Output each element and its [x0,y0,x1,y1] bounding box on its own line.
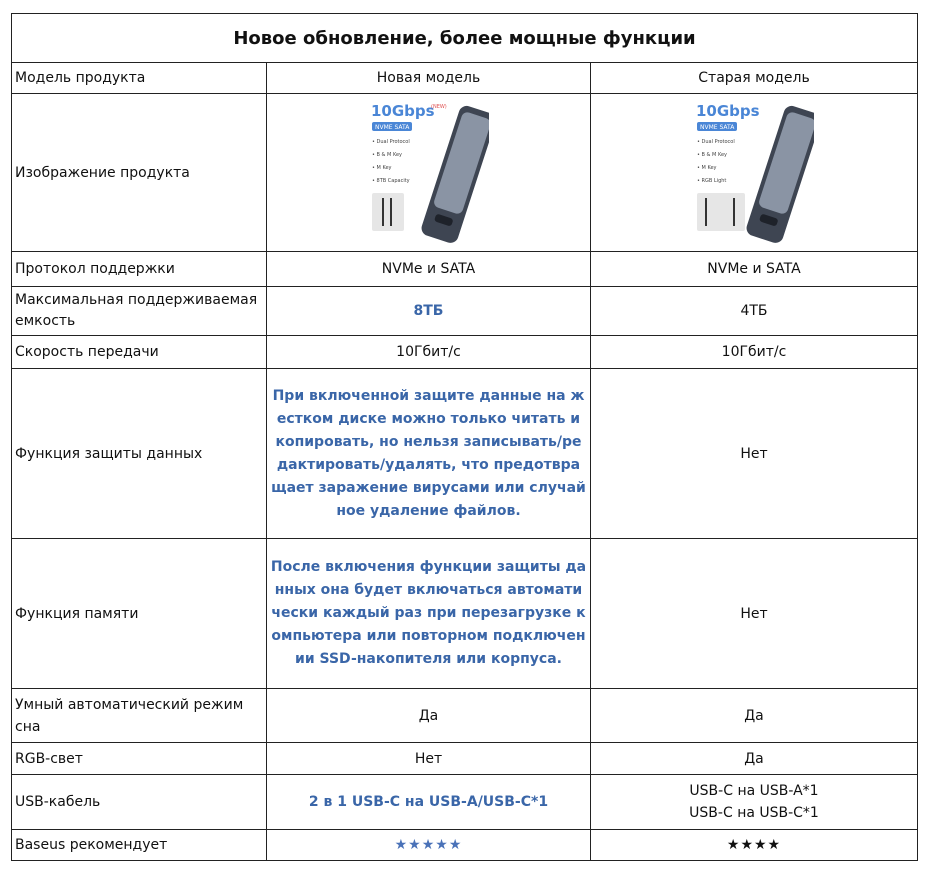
old-speed: 10Гбит/с [591,336,918,369]
old-cable-line-1: USB-C на USB-A*1 [689,783,819,799]
old-capacity: 4ТБ [591,287,918,336]
row-speed [12,336,918,369]
comparison-table [11,13,918,861]
svg-text:• 8TB Capacity: • 8TB Capacity [371,177,410,184]
new-product-picture [369,98,489,248]
row-protocol [12,252,918,287]
old-tag-text: NVME SATA [700,123,735,131]
label-cable: USB-кабель [12,775,267,830]
new-cable: 2 в 1 USB-C на USB-A/USB-C*1 [267,775,591,830]
label-capacity: Максимальная поддерживаемая емкость [12,287,267,336]
label-sleep: Умный автоматический режим сна [12,689,267,743]
new-badge-text: (NEW) [430,103,447,110]
old-memory: Нет [591,539,918,689]
table-title: Новое обновление, более мощные функции [12,14,918,63]
label-protection: Функция защиты данных [12,369,267,539]
new-protection: При включенной защите данные на жестком диске можно только читать и копировать, но нельзя записывать/редактировать/удалять, что предотвращает заражение вирусами или случайное удаление файлов. [267,369,591,539]
old-speed-text: 10Gbps [696,101,760,120]
row-memory [12,539,918,689]
new-speed-text: 10Gbps [370,101,435,120]
row-cable [12,775,918,830]
new-protocol: NVMe и SATA [267,252,591,287]
row-recommend [12,830,918,861]
new-rgb: Нет [267,743,591,775]
label-rgb: RGB-свет [12,743,267,775]
old-protocol: NVMe и SATA [591,252,918,287]
label-speed: Скорость передачи [12,336,267,369]
label-image: Изображение продукта [12,94,267,252]
old-sleep: Да [591,689,918,743]
row-image [12,94,918,252]
label-memory: Функция памяти [12,539,267,689]
row-sleep [12,689,918,743]
svg-text:• B & M Key: • B & M Key [697,151,728,158]
old-cable [591,775,918,830]
label-protocol: Протокол поддержки [12,252,267,287]
row-capacity [12,287,918,336]
new-product-image [267,94,591,252]
old-rgb: Да [591,743,918,775]
svg-text:• M Key: • M Key [697,164,717,171]
new-rating-stars: ★★★★★ [267,830,591,861]
old-protection: Нет [591,369,918,539]
label-recommend: Baseus рекомендует [12,830,267,861]
header-label: Модель продукта [12,63,267,94]
svg-text:• RGB Light: • RGB Light [697,177,727,184]
svg-text:• Dual Protocol: • Dual Protocol [371,138,410,145]
svg-text:• Dual Protocol: • Dual Protocol [697,138,735,145]
new-memory: После включения функции защиты данных она будет включаться автоматически каждый раз при перезагрузке компьютера или повторном подключении SSD-накопителя или корпуса. [267,539,591,689]
new-tag-text: NVME SATA [374,123,409,131]
old-rating-stars: ★★★★ [591,830,918,861]
header-new-model: Новая модель [267,63,591,94]
svg-text:• M Key: • M Key [371,164,392,171]
row-protection [12,369,918,539]
new-sleep: Да [267,689,591,743]
table-header-row [12,63,918,94]
new-capacity: 8ТБ [267,287,591,336]
row-rgb [12,743,918,775]
header-old-model: Старая модель [591,63,918,94]
old-cable-line-2: USB-C на USB-C*1 [689,805,819,821]
old-product-picture [694,98,814,248]
new-speed: 10Гбит/с [267,336,591,369]
svg-text:• B & M Key: • B & M Key [371,151,402,158]
old-product-image [591,94,918,252]
